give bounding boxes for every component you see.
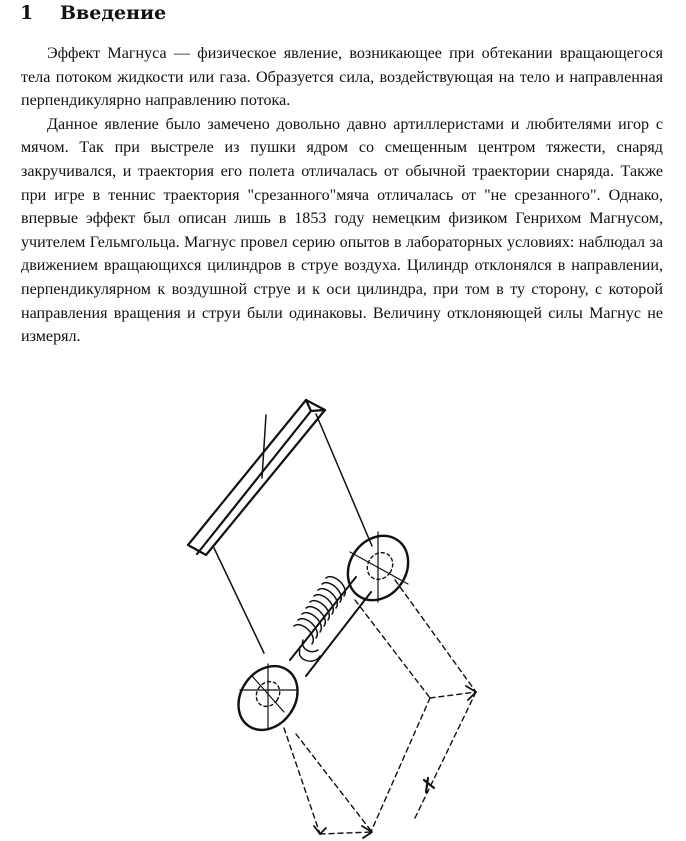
- section-title: Введение: [60, 2, 167, 24]
- suspension-bar: [188, 400, 325, 555]
- paragraph-2: Данное явление было замечено довольно давно артиллеристами и любителями игор с мячом. Так при выстреле из пушки ядром со смещенным центром тяжести, снаряд закручивался, и траектория его полета отличалась от обычной траектории снаряда. Также при игре в теннис траектория "срезанного"мяча отличалась от "не срезанного". Однако, впервые эффект был описан лишь в 1853 году немецким физиком Генрихом Магнусом, учителем Гельмгольца. Магнус провел серию опытов в лабораторных условиях: наблюдал за движением вращающихся цилиндров в струе воздуха. Цилиндр отклонялся в направлении, перпендикулярном к воздушной струе и к оси цилиндра, при том в ту сторону, с которой направления вращения и струи были одинаковы. Величину отклоняющей силы Магнус не измерял.: [21, 115, 663, 346]
- magnus-experiment-illustration: [160, 390, 500, 840]
- left-end-disk: [226, 655, 309, 742]
- section-heading: [20, 0, 166, 26]
- section-number: 1: [20, 2, 34, 24]
- body-text: [21, 42, 663, 349]
- paragraph-1: Эффект Магнуса — физическое явление, возникающее при обтекании вращающегося тела потоком жидкости или газа. Образуется сила, воздействующая на тело и направленная перпендикулярно направлению потока.: [21, 45, 663, 110]
- trajectory-dashed-lines: [284, 580, 476, 834]
- trajectory-arrowheads: [314, 686, 476, 838]
